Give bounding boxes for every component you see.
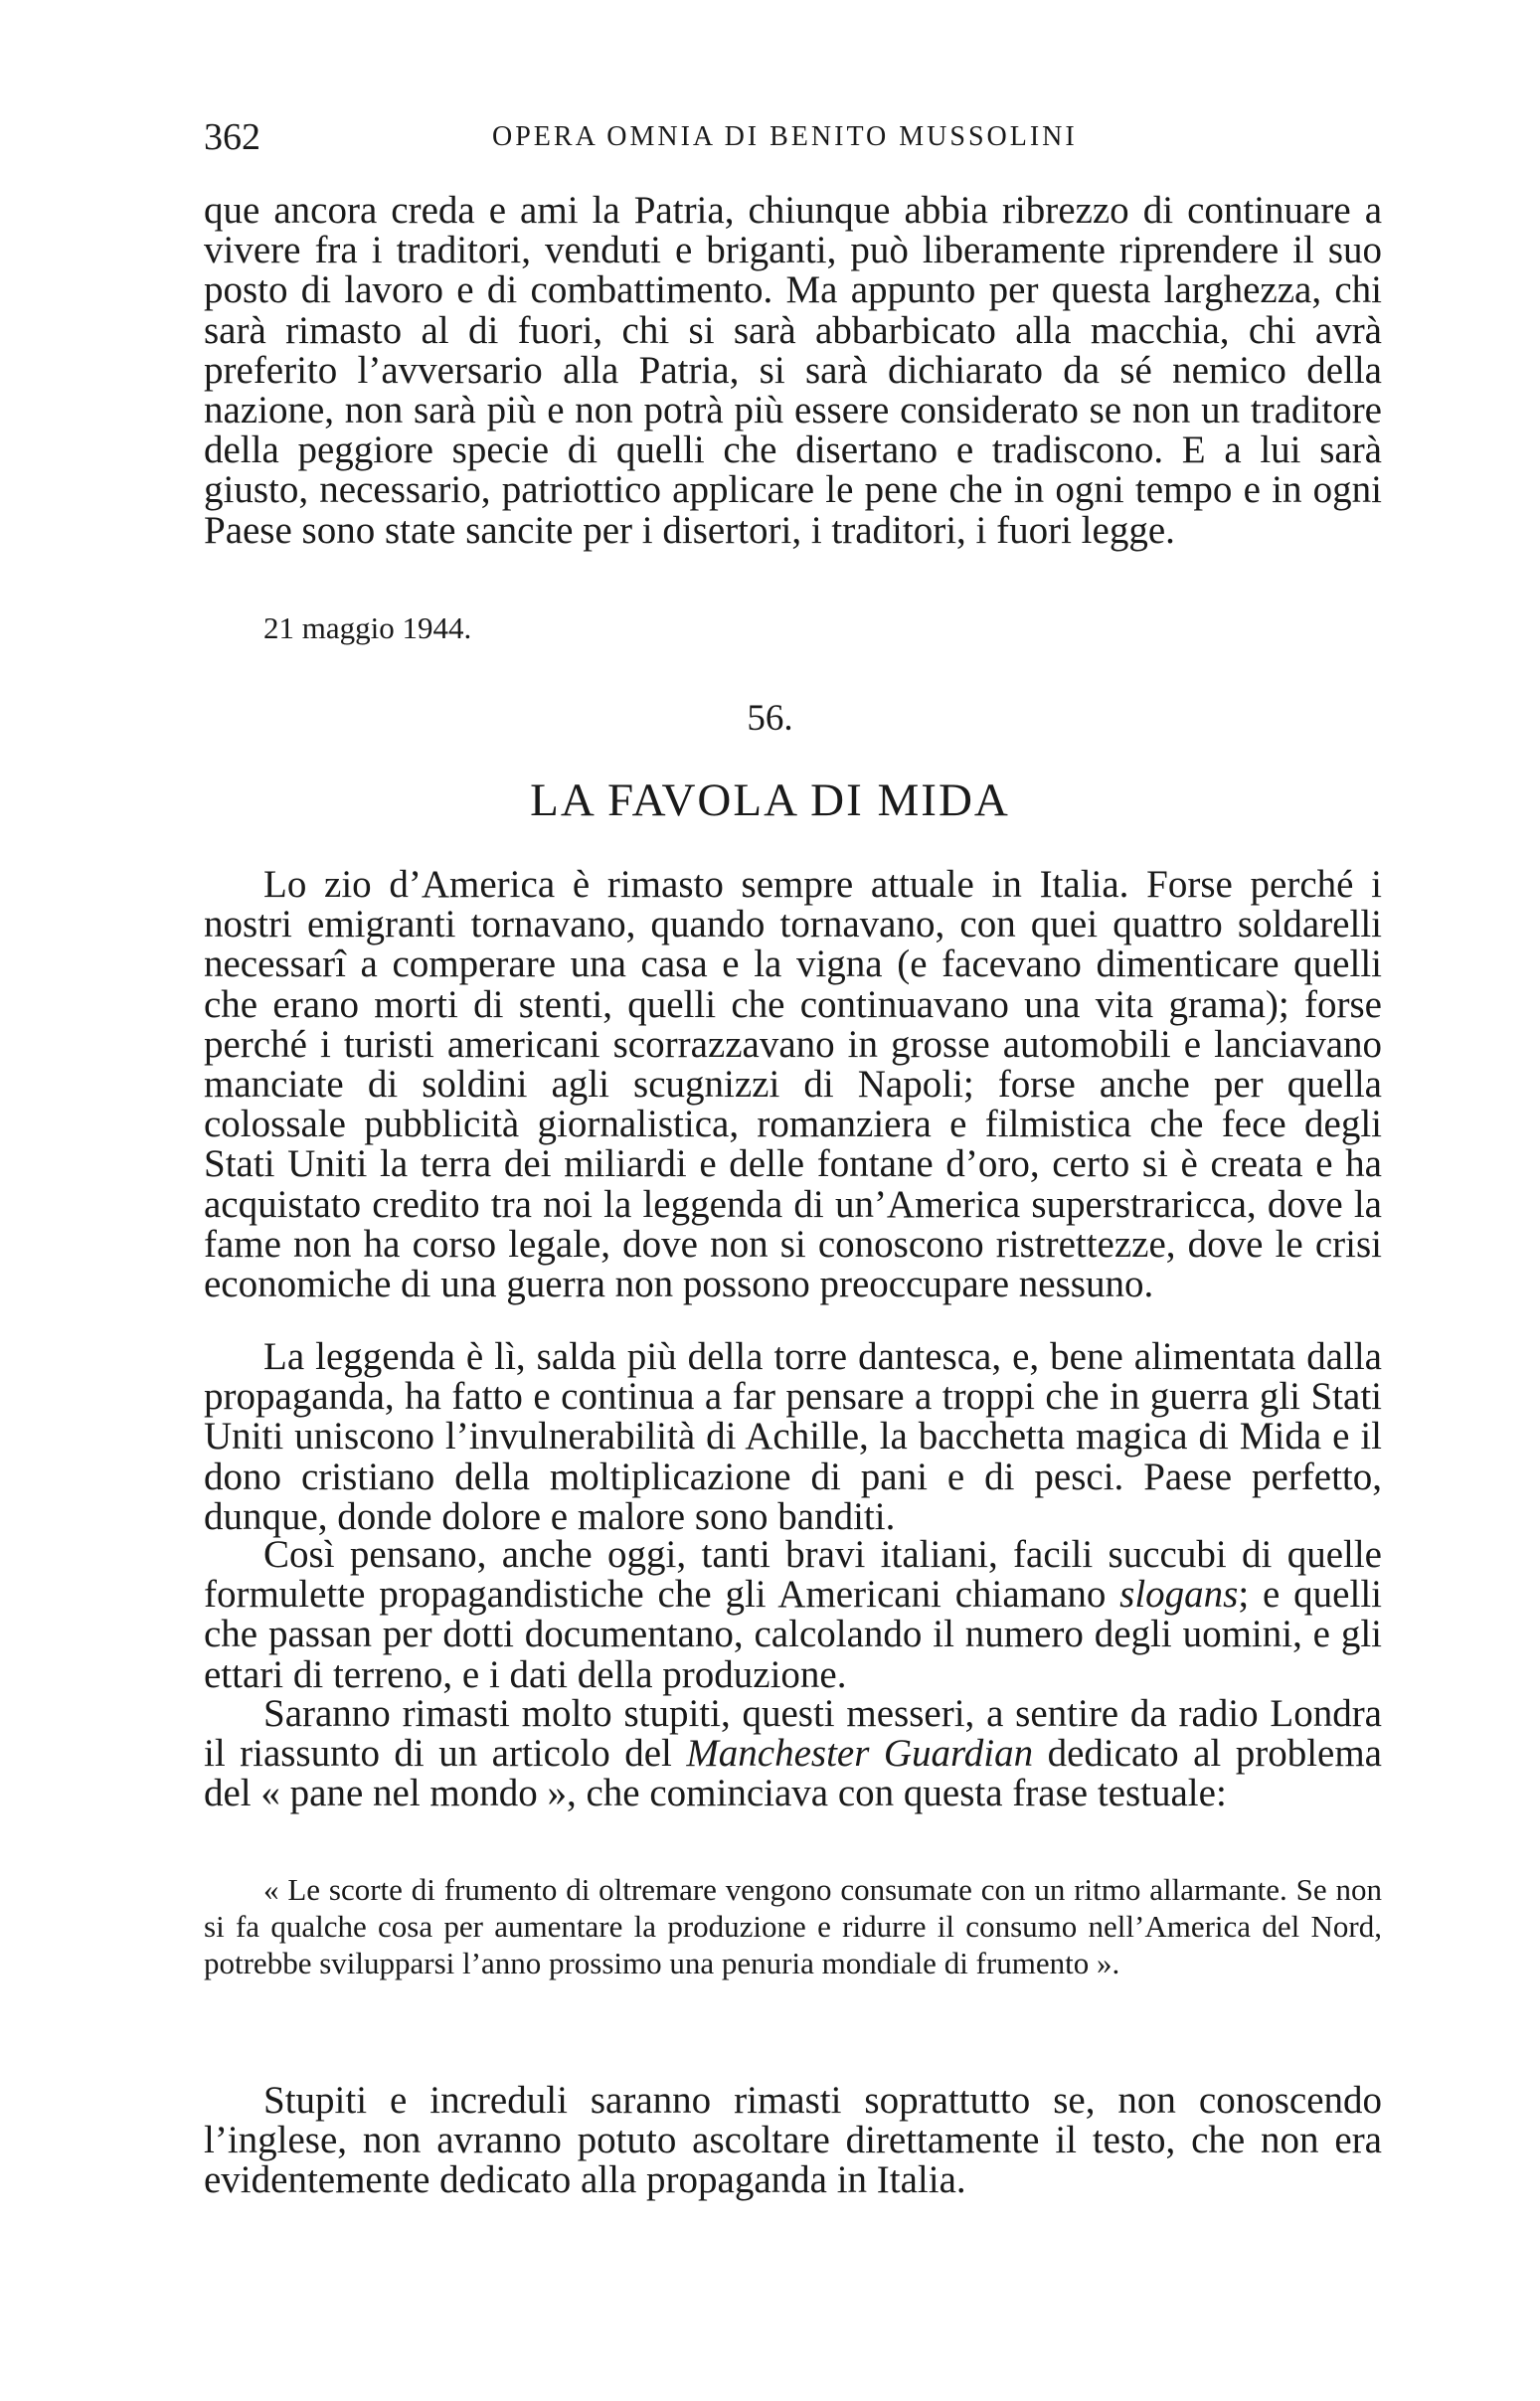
section-title: LA FAVOLA DI MIDA (530, 774, 1010, 826)
page-number: 362 (204, 116, 260, 158)
running-title: OPERA OMNIA DI BENITO MUSSOLINI (492, 121, 1078, 152)
continued-paragraph: que ancora creda e ami la Patria, chiunque abbia ribrezzo di continuare a vivere fra i traditori, venduti e briganti, può liberamente riprendere il suo posto di lavoro e di combattimento. Ma appunto per questa larghezza, chi sarà rimasto al di fuori, chi si sarà abbarbicato alla macchia, chi avrà preferito l’avversario alla Patria, si sarà dichiarato da sé nemico della nazione, non sarà più e non potrà più essere considerato se non un traditore della peggiore specie di quelli che disertano e tradiscono. E a lui sarà giusto, necessario, patriottico applicare le pene che in ogni tempo e in ogni Paese sono state sancite per i disertori, i traditori, i fuori legge. (204, 189, 1382, 552)
block-quote: « Le scorte di frumento di oltremare vengono consumate con un ritmo allarmante. Se non si fa qualche cosa per aumentare la produzione e ridurre il consumo nell’America del Nord, potrebbe svilupparsi l’anno prossimo una penuria mondiale di frumento ». (204, 1872, 1382, 1980)
newspaper-name: Manchester Guardian (686, 1732, 1034, 1776)
paragraph-3 (204, 1535, 1382, 1695)
paragraph-3-italic-term: slogans (1119, 1573, 1239, 1617)
paragraph-1: Lo zio d’America è rimasto sempre attuale in Italia. Forse perché i nostri emigranti tornavano, quando tornavano, con quei quattro soldarelli necessarî a comperare una casa e la vigna (e facevano dimenticare quelli che erano morti di stenti, quelli che continuavano una vita grama); forse perché i turisti americani scorrazzavano in grosse automobili e lanciavano manciate di soldini agli scugnizzi di Napoli; forse anche per quella colossale pubblicità giornalistica, romanziera e filmistica che fece degli Stati Uniti la terra dei miliardi e delle fontane d’oro, certo si è creata e ha acquistato credito tra noi la leggenda di un’America superstraricca, dove la fame non ha corso legale, dove non si conoscono ristrettezze, dove le crisi economiche di una guerra non possono preoccupare nessuno. (204, 863, 1382, 1306)
paragraph-5: Stupiti e increduli saranno rimasti soprattutto se, non conoscendo l’inglese, non avranno potuto ascoltare direttamente il testo, che non era evidentemente dedicato alla propaganda in Italia. (204, 2079, 1382, 2202)
paragraph-4 (204, 1694, 1382, 1814)
paragraph-4-text-start: Saranno rimasti molto stupiti, questi messeri, a sentire da radio Londra il riassunto di un articolo del (204, 1692, 1382, 1776)
article-date: 21 maggio 1944. (263, 610, 472, 645)
paragraph-2: La leggenda è lì, salda più della torre dantesca, e, bene alimentata dalla propaganda, ha fatto e continua a far pensare a troppi che in guerra gli Stati Uniti uniscono l’invulnerabilità di Achille, la bacchetta magica di Mida e il dono cristiano della moltiplicazione di pani e di pesci. Paese perfetto, dunque, donde dolore e malore sono banditi. (204, 1335, 1382, 1538)
section-number: 56. (747, 698, 793, 739)
paragraph-4-text-end: dedicato al problema del « pane nel mondo », che cominciava con questa frase testuale: (204, 1732, 1382, 1815)
paragraph-3-text-start: Così pensano, anche oggi, tanti bravi italiani, facili succubi di quelle formulette propagandistiche che gli Americani chiamano (204, 1533, 1382, 1617)
running-header (204, 107, 1382, 167)
paragraph-3-text-end: ; e quelli che passan per dotti documentano, calcolando il numero degli uomini, e gli ettari di terreno, e i dati della produzione. (204, 1573, 1382, 1696)
